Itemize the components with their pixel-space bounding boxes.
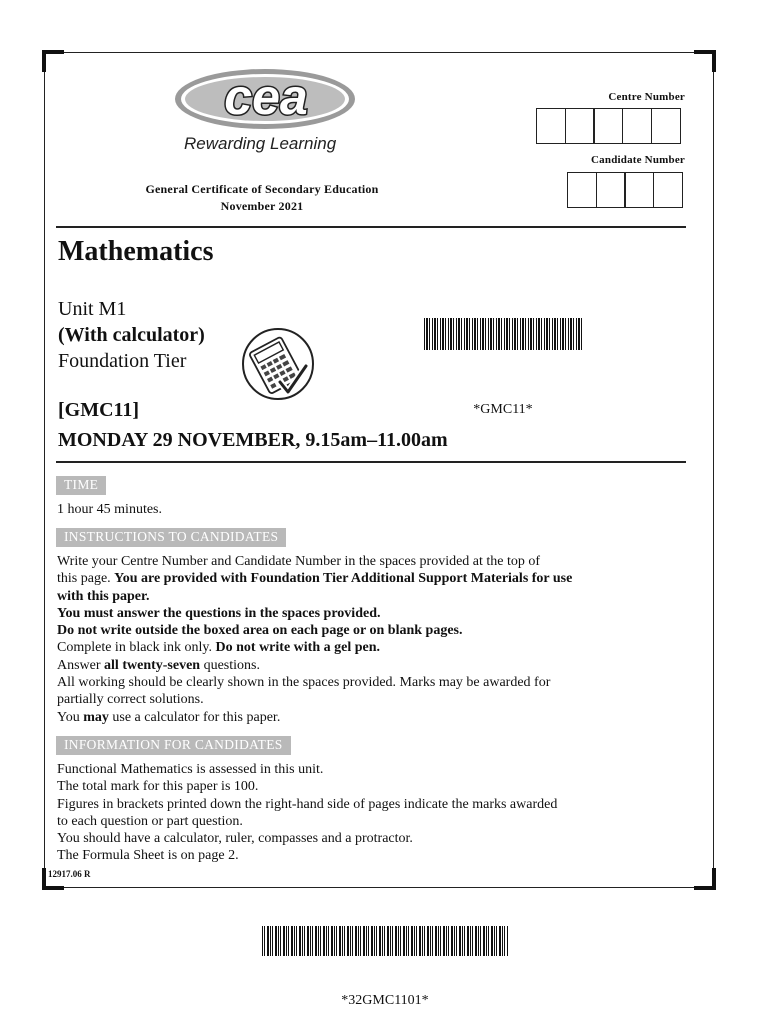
instruction-line: with this paper.: [57, 588, 150, 604]
qualification: General Certificate of Secondary Education: [145, 182, 379, 196]
digit-box[interactable]: [622, 108, 652, 144]
information-line: You should have a calculator, ruler, compasses and a protractor.: [57, 831, 413, 847]
barcode: [262, 926, 508, 956]
session: November 2021: [220, 199, 304, 213]
digit-box[interactable]: [536, 108, 566, 144]
instruction-line: All working should be clearly shown in the spaces provided. Marks may be awarded for: [57, 675, 551, 691]
instruction-line: Do not write outside the boxed area on each page or on blank pages.: [57, 623, 463, 639]
digit-box[interactable]: [651, 108, 681, 144]
information-line: to each question or part question.: [57, 813, 243, 829]
instructions-heading: INSTRUCTIONS TO CANDIDATES: [56, 528, 286, 547]
digit-box[interactable]: [593, 108, 623, 144]
time-heading: TIME: [56, 476, 106, 495]
calculator-note: (With calculator): [58, 324, 205, 346]
subject-title: Mathematics: [58, 236, 214, 267]
instruction-line: Write your Centre Number and Candidate Number in the spaces provided at the top of: [57, 554, 541, 569]
instruction-line: Complete in black ink only. Do not write with a gel pen.: [57, 640, 381, 656]
candidate-number-boxes[interactable]: [568, 172, 683, 208]
qualification-block: [128, 181, 396, 215]
information-line: The Formula Sheet is on page 2.: [57, 848, 239, 864]
cea-logo-icon: [172, 66, 358, 132]
instructions-text: [57, 553, 572, 726]
tagline: Rewarding Learning: [184, 134, 337, 153]
information-line: The total mark for this paper is 100.: [57, 779, 259, 795]
calculator-tick-icon: [240, 326, 316, 402]
unit: Unit M1: [58, 298, 127, 320]
logo-text: cea: [224, 69, 308, 125]
information-line: Figures in brackets printed down the right-hand side of pages indicate the marks awarded: [57, 796, 558, 812]
information-text: [57, 761, 557, 865]
divider: [56, 226, 686, 228]
digit-box[interactable]: [565, 108, 595, 144]
corner-mark: [694, 868, 716, 890]
tier: Foundation Tier: [58, 350, 187, 372]
instruction-line: You may use a calculator for this paper.: [57, 709, 281, 725]
digit-box[interactable]: [567, 172, 597, 208]
digit-box[interactable]: [624, 172, 654, 208]
time-text: 1 hour 45 minutes.: [57, 502, 162, 517]
information-line: Functional Mathematics is assessed in this unit.: [57, 762, 324, 777]
instruction-line: Answer all twenty-seven questions.: [57, 657, 260, 673]
paper-code: [GMC11]: [58, 399, 140, 421]
barcode: [424, 318, 582, 350]
paper-details: [58, 296, 205, 374]
digit-box[interactable]: [596, 172, 626, 208]
candidate-number-label: Candidate Number: [591, 154, 685, 166]
centre-number-label: Centre Number: [608, 91, 685, 103]
barcode-caption: *GMC11*: [473, 402, 533, 417]
centre-number-boxes[interactable]: [537, 108, 681, 144]
corner-mark: [42, 50, 64, 72]
instruction-line: You must answer the questions in the spaces provided.: [57, 605, 381, 621]
instruction-line: partially correct solutions.: [57, 692, 204, 708]
paper-reference: 12917.06 R: [48, 869, 91, 879]
instruction-line: this page. You are provided with Foundation Tier Additional Support Materials for use: [57, 571, 573, 587]
bottom-barcode-caption: *32GMC1101*: [341, 993, 429, 1008]
exam-date-time: MONDAY 29 NOVEMBER, 9.15am–11.00am: [58, 429, 448, 451]
digit-box[interactable]: [653, 172, 683, 208]
divider: [56, 461, 686, 463]
corner-mark: [694, 50, 716, 72]
information-heading: INFORMATION FOR CANDIDATES: [56, 736, 291, 755]
